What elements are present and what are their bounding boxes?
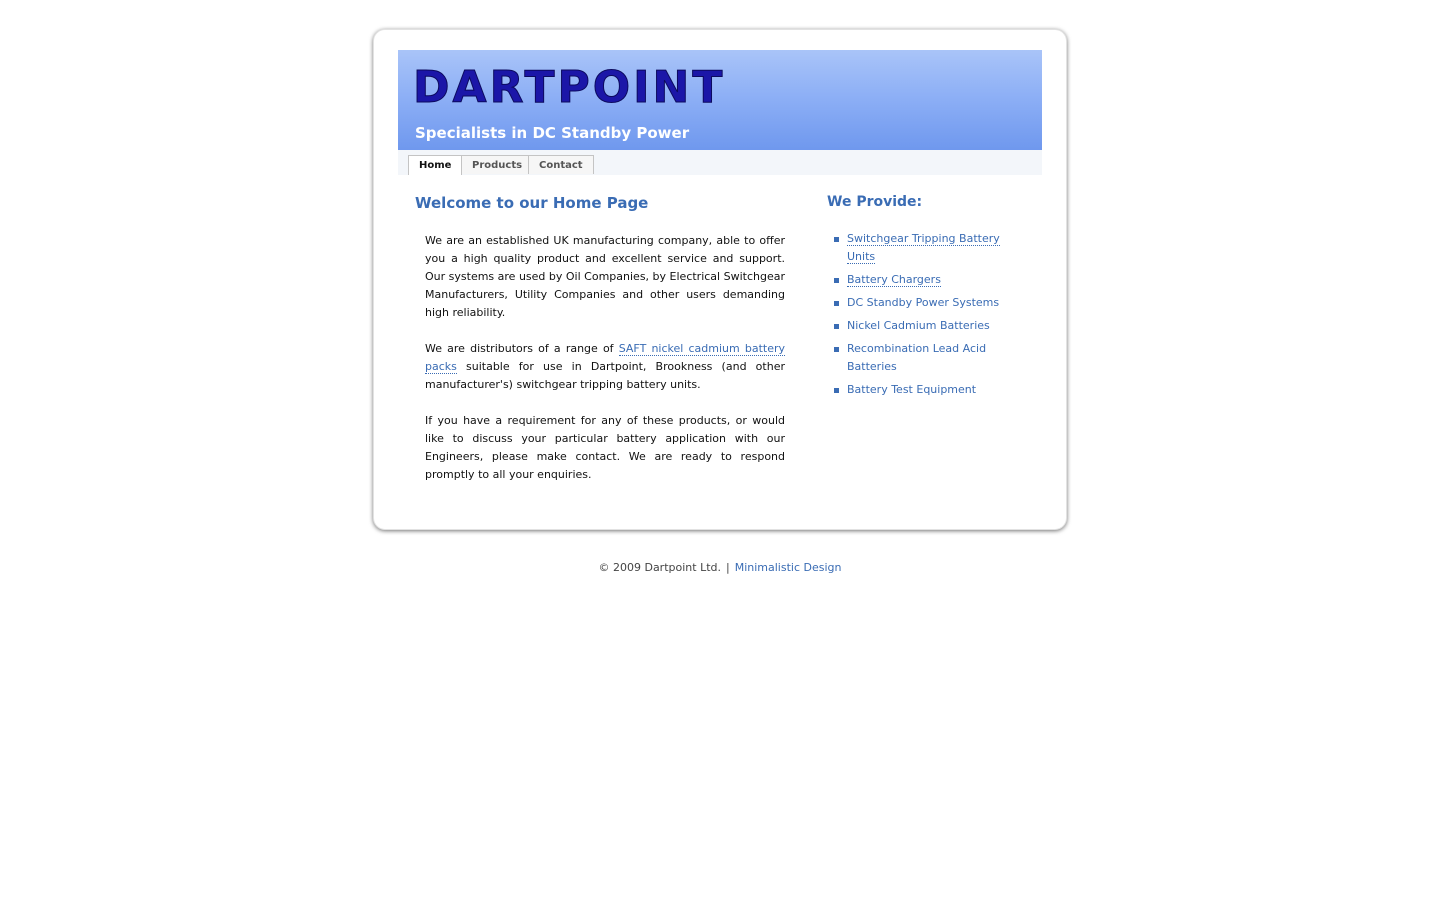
provide-link-nicad[interactable]: Nickel Cadmium Batteries xyxy=(847,319,990,332)
nav-tabs xyxy=(398,150,1042,175)
provide-list xyxy=(827,230,1027,399)
site-tagline: Specialists in DC Standby Power xyxy=(415,124,690,142)
list-item xyxy=(827,230,1007,266)
provide-link-test-equipment[interactable]: Battery Test Equipment xyxy=(847,383,977,396)
design-credit-link[interactable]: Minimalistic Design xyxy=(734,561,842,574)
sidebar-title: We Provide: xyxy=(827,194,923,210)
copyright-text: © 2009 Dartpoint Ltd. xyxy=(598,561,721,574)
square-bullet-icon xyxy=(834,388,839,393)
page-title: Welcome to our Home Page xyxy=(415,194,649,212)
distributor-paragraph xyxy=(425,340,785,394)
provide-link-lead-acid[interactable]: Recombination Lead Acid Batteries xyxy=(847,342,987,373)
site-logo[interactable]: DARTPOINT xyxy=(413,62,726,113)
square-bullet-icon xyxy=(834,301,839,306)
provide-link-dc-standby[interactable]: DC Standby Power Systems xyxy=(847,296,1000,309)
tab-products[interactable]: Products xyxy=(461,155,533,174)
saft-battery-packs-link[interactable]: SAFT nickel cadmium battery packs xyxy=(425,342,786,373)
page-container xyxy=(373,29,1067,530)
square-bullet-icon xyxy=(834,347,839,352)
site-header xyxy=(398,50,1042,150)
provide-link-tripping-units[interactable]: Switchgear Tripping Battery Units xyxy=(847,232,1000,263)
sidebar xyxy=(827,194,1027,404)
square-bullet-icon xyxy=(834,324,839,329)
list-item xyxy=(827,271,1007,289)
list-item xyxy=(827,340,1007,376)
contact-paragraph: If you have a requirement for any of these products, or would like to discuss your particular battery application with our Engineers, please make contact. We are ready to respond promptly to all your enquiries. xyxy=(425,414,785,481)
square-bullet-icon xyxy=(834,237,839,242)
site-footer xyxy=(0,561,1440,574)
intro-paragraph: We are an established UK manufacturing company, able to offer you a high quality product and excellent service and support. Our systems are used by Oil Companies, by Electrical Switchgear Manufacturers, Utility Companies and other users demanding high reliability. xyxy=(425,234,785,319)
tab-home[interactable]: Home xyxy=(408,155,462,175)
distributor-text-before: We are distributors of a range of xyxy=(425,342,619,355)
square-bullet-icon xyxy=(834,278,839,283)
list-item xyxy=(827,381,1007,399)
distributor-text-after: suitable for use in Dartpoint, Brookness (and other manufacturer's) switchgear tripping battery units. xyxy=(425,360,785,391)
tab-contact[interactable]: Contact xyxy=(528,155,594,174)
main-content xyxy=(415,194,787,502)
footer-separator: | xyxy=(726,561,730,574)
provide-link-chargers[interactable]: Battery Chargers xyxy=(847,273,941,286)
list-item xyxy=(827,317,1007,335)
list-item xyxy=(827,294,1007,312)
